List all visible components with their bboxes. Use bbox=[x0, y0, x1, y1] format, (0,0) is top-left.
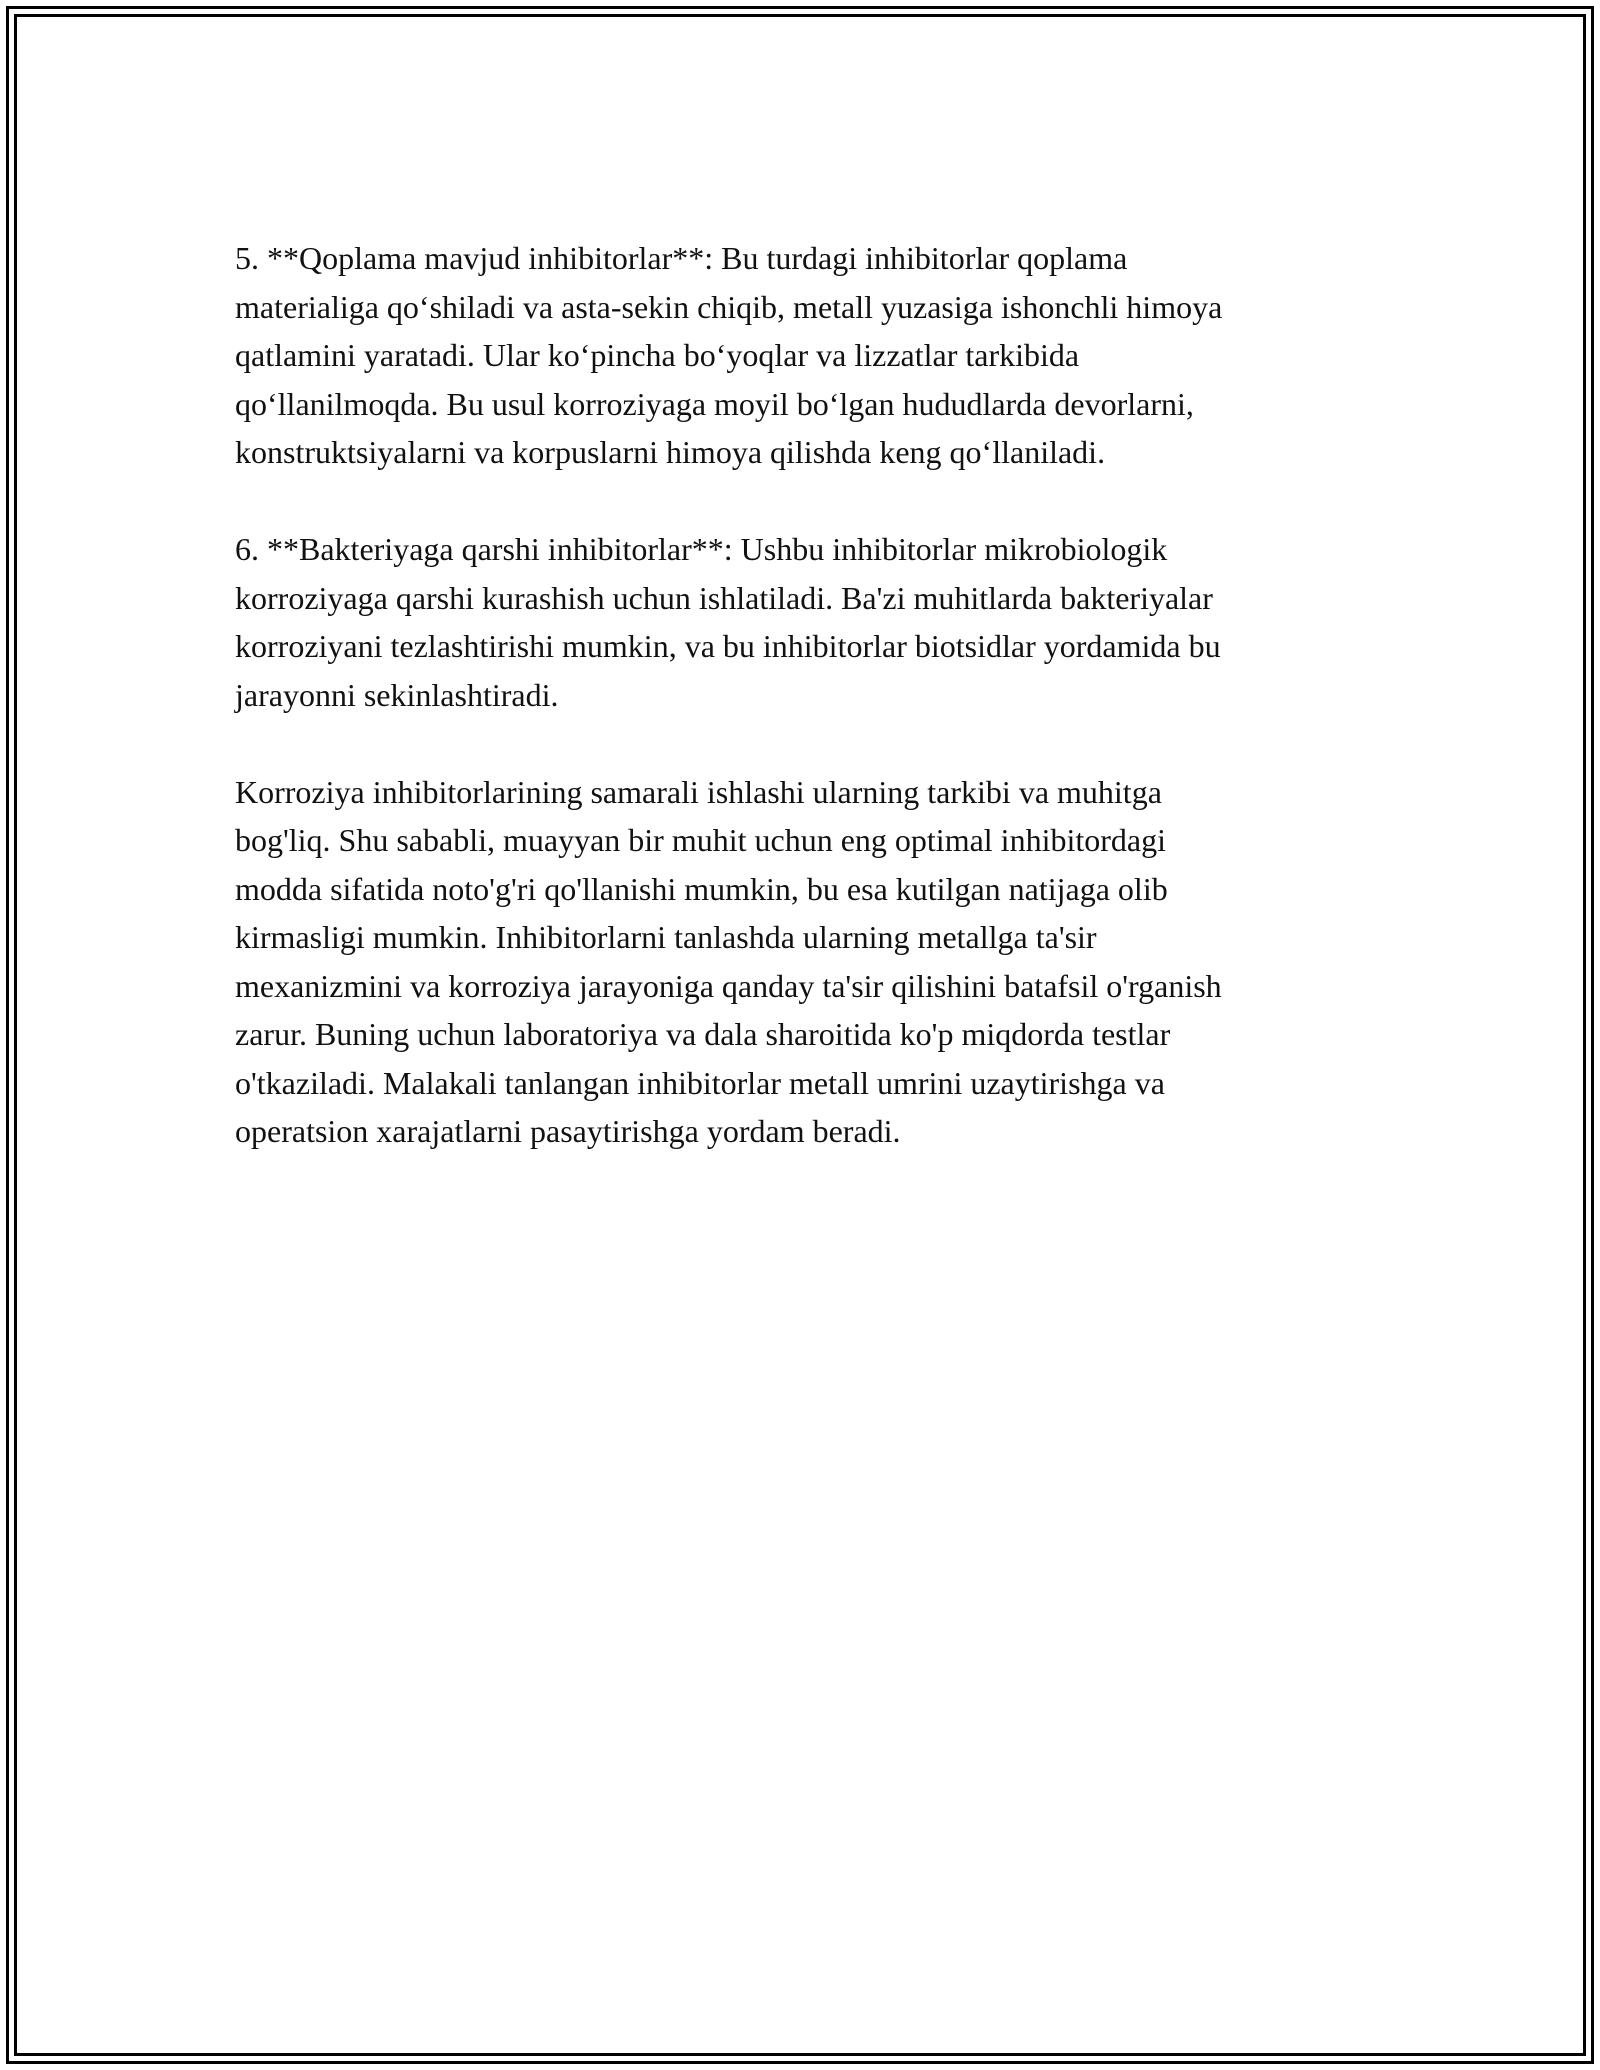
paragraph-line: korroziyaga qarshi kurashish uchun ishlatiladi. Ba'zi muhitlarda bakteriyalar bbox=[235, 579, 1213, 616]
paragraph-line: materialiga qo‘shiladi va asta-sekin chiqib, metall yuzasiga ishonchli himoya bbox=[235, 288, 1223, 325]
paragraph-line: modda sifatida noto'g'ri qo'llanishi mumkin, bu esa kutilgan natijaga olib bbox=[235, 870, 1168, 907]
paragraph-line: jarayonni sekinlashtiradi. bbox=[235, 676, 559, 713]
paragraph-line: o'tkaziladi. Malakali tanlangan inhibitorlar metall umrini uzaytirishga va bbox=[235, 1064, 1165, 1101]
paragraph-coating-inhibitors bbox=[235, 234, 1375, 477]
paragraph-line: mexanizmini va korroziya jarayoniga qanday ta'sir qilishini batafsil o'rganish bbox=[235, 967, 1222, 1004]
paragraph-line: zarur. Buning uchun laboratoriya va dala sharoitida ko'p miqdorda testlar bbox=[235, 1016, 1171, 1052]
paragraph-antibacterial-inhibitors bbox=[235, 525, 1375, 719]
paragraph-line: 6. **Bakteriyaga qarshi inhibitorlar**: Ushbu inhibitorlar mikrobiologik bbox=[235, 531, 1168, 567]
paragraph-line: operatsion xarajatlarni pasaytirishga yordam beradi. bbox=[235, 1113, 901, 1149]
paragraph-line: Korroziya inhibitorlarining samarali ishlashi ularning tarkibi va muhitga bbox=[235, 773, 1162, 810]
paragraph-line: qo‘llanilmoqda. Bu usul korroziyaga moyil bo‘lgan hududlarda devorlarni, bbox=[235, 385, 1194, 422]
paragraph-line: 5. **Qoplama mavjud inhibitorlar**: Bu turdagi inhibitorlar qoplama bbox=[235, 240, 1128, 276]
paragraph-line: bog'liq. Shu sababli, muayyan bir muhit uchun eng optimal inhibitordagi bbox=[235, 822, 1166, 858]
paragraph-conclusion bbox=[235, 768, 1375, 1156]
paragraph-line: kirmasligi mumkin. Inhibitorlarni tanlashda ularning metallga ta'sir bbox=[235, 919, 1097, 955]
paragraph-line: konstruktsiyalarni va korpuslarni himoya qilishda keng qo‘llaniladi. bbox=[235, 434, 1106, 470]
paragraph-line: korroziyani tezlashtirishi mumkin, va bu inhibitorlar biotsidlar yordamida bu bbox=[235, 628, 1221, 664]
document-body bbox=[235, 234, 1375, 1204]
paragraph-line: qatlamini yaratadi. Ular ko‘pincha bo‘yoqlar va lizzatlar tarkibida bbox=[235, 337, 1080, 373]
